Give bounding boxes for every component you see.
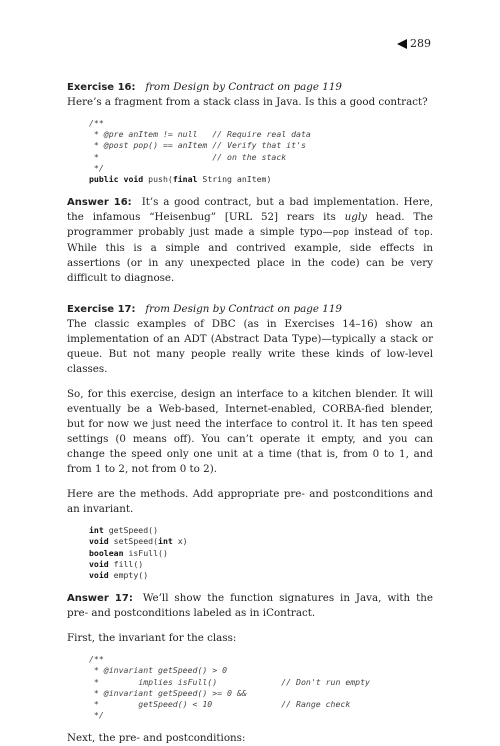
code-line: * @invariant getSpeed() > 0 [89,665,228,676]
exercise-17-paragraph-3: Here are the methods. Add appropriate pre- and postconditions and an invariant. [67,488,433,516]
answer-17 [67,591,433,621]
answer-16-text-a: It’s a good contract, but a bad implementation. Here, the infamous “Heisenbug” [URL 52] rears its [67,196,433,224]
code-keyword: void [89,536,109,547]
code-text: isFull() [123,547,168,558]
answer-17-code [89,654,433,721]
code-line: * @pre anItem != null // Require real data [89,129,311,140]
code-text: setSpeed( [108,536,159,547]
answer-16-text-c: instead of [349,226,414,239]
exercise-17-paragraph-2: So, for this exercise, design an interface to a kitchen blender. It will eventually be a Web-based, Internet-enabled, CORBA-fied blender, but for now we just need the interface to control it. It has ten speed settings (0 means off). You can’t operate it empty, and you can change the speed only one unit at a time (that is, from 0 to 1, and from 1 to 2, not from 0 to 2). [67,388,433,476]
code-line: * implies isFull() // Don't run empty [89,676,370,687]
exercise-17-code [89,525,433,581]
code-text: getSpeed() [103,525,159,536]
page-number [397,38,431,50]
answer-16-code-pop: pop [332,228,350,239]
method-signature [89,570,148,580]
code-keyword: boolean [89,547,124,558]
code-line: * @post pop() == anItem // Verify that it's [89,140,306,151]
page-number-text: 289 [410,37,431,50]
answer-16-text-d: . While this is a simple and contrived example, side effects in assertions (or in any unexpected place in the code) can be very difficult to diagnose. [67,226,433,285]
code-keyword: void [89,570,109,581]
exercise-16-label: Exercise 16: [67,82,136,93]
code-line: * // on the stack [89,151,287,162]
method-signature [89,559,143,569]
code-keyword: int [158,536,173,547]
exercise-16-source: from Design by Contract on page 119 [145,81,342,93]
exercise-16-heading [67,80,433,95]
method-signature [89,548,168,558]
code-keyword: int [89,525,104,536]
exercise-16-text: Here’s a fragment from a stack class in Java. Is this a good contract? [67,96,428,108]
left-triangle-icon [397,39,407,49]
answer-16-text-b: head. The programmer probably just made a simple typo— [67,211,433,239]
code-line: */ [89,710,104,721]
answer-17-text: We’ll show the function signatures in Java, with the pre- and postconditions labeled as in iContract. [67,592,433,620]
code-line: * getSpeed() < 10 // Range check [89,699,351,710]
code-line: */ [89,162,104,173]
code-line: /** [89,654,104,665]
answer-17-paragraph-2: First, the invariant for the class: [67,632,237,645]
answer-17-paragraph-3: Next, the pre- and postconditions: [67,732,246,745]
code-keyword: void [89,558,109,569]
answer-16-emphasis: ugly [344,211,367,224]
answer-16-code-top: top [413,228,430,239]
code-line: * @invariant getSpeed() >= 0 && [89,687,247,698]
exercise-17-paragraph-1: The classic examples of DBC (as in Exercises 14–16) show an implementation of an ADT (Abstract Data Type)—typically a stack or queue. But not many people really write these kinds of low-level classes. [67,318,433,376]
method-signature [89,525,158,535]
code-line: /** [89,118,104,128]
exercise-17-source: from Design by Contract on page 119 [145,303,342,316]
answer-16 [67,195,433,286]
answer-16-label: Answer 16: [67,197,132,209]
exercise-16-code [89,118,433,185]
code-text: x) [172,536,188,547]
exercise-17-heading [67,302,433,317]
code-text: fill() [108,558,144,569]
code-line: public void push(final String anItem) [89,174,272,185]
exercise-17-label: Exercise 17: [67,304,136,316]
code-text: empty() [108,570,149,581]
method-signature [89,536,188,546]
answer-17-label: Answer 17: [67,593,133,605]
page-content [67,80,433,746]
